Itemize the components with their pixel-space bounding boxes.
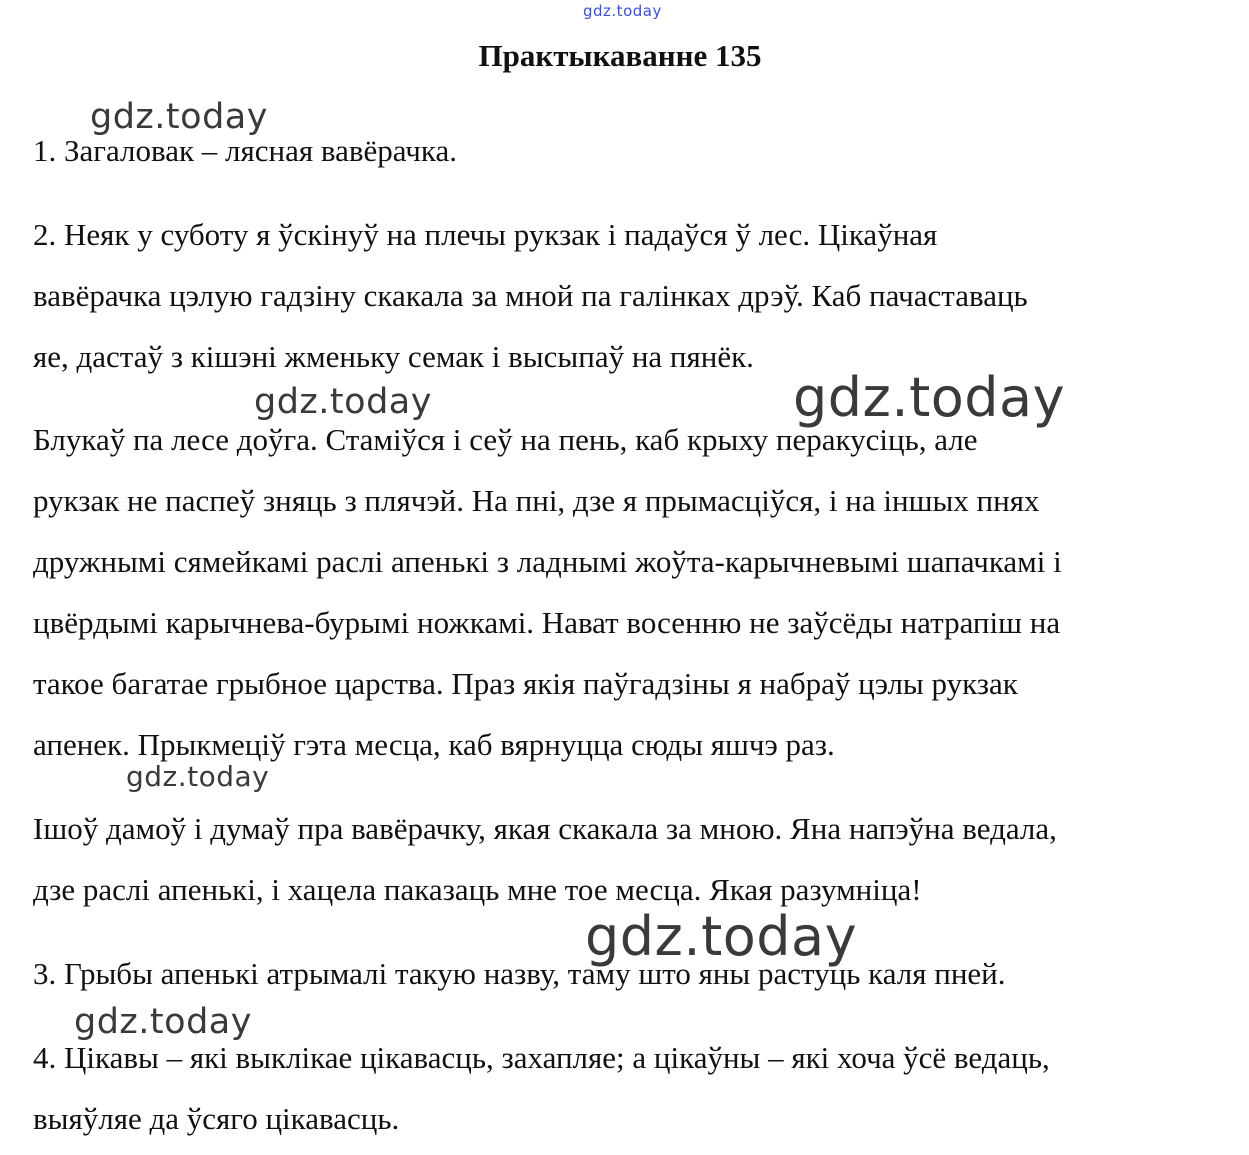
watermark: gdz.today — [74, 1002, 252, 1042]
answer-2-line: такое багатае грыбное царства. Праз якія паўгадзіны я набраў цэлы рукзак — [33, 666, 1018, 701]
answer-2-line: дзе раслі апенькі, і хацела паказаць мне тое месца. Якая разумніца! — [33, 872, 922, 907]
watermark: gdz.today — [793, 366, 1066, 429]
answer-3-line: 3. Грыбы апенькі атрымалі такую назву, таму што яны растуць каля пней. — [33, 956, 1006, 991]
watermark: gdz.today — [90, 97, 268, 137]
answer-2-line: Ішоў дамоў і думаў пра вавёрачку, якая скакала за мною. Яна напэўна ведала, — [33, 811, 1057, 846]
answer-2-line: апенек. Прыкмеціў гэта месца, каб вярнуцца сюды яшчэ раз. — [33, 727, 835, 762]
answer-2-line: дружнымі сямейкамі раслі апенькі з ладнымі жоўта-карычневымі шапачкамі і — [33, 544, 1062, 579]
answer-2-line: рукзак не паспеў зняць з плячэй. На пні, дзе я прымасціўся, і на іншых пнях — [33, 483, 1040, 518]
watermark-top: gdz.today — [583, 2, 662, 20]
answer-2-line: 2. Неяк у суботу я ўскінуў на плечы рукзак і падаўся ў лес. Цікаўная — [33, 217, 938, 252]
answer-2-line: яе, дастаў з кішэні жменьку семак і высыпаў на пянёк. — [33, 339, 754, 374]
answer-4-line: выяўляе да ўсяго цікавасць. — [33, 1101, 400, 1136]
answer-1-line: 1. Загаловак – лясная вавёрачка. — [33, 133, 457, 168]
answer-2-line: Блукаў па лесе доўга. Стаміўся і сеў на пень, каб крыху перакусіць, але — [33, 422, 978, 457]
watermark: gdz.today — [254, 382, 432, 422]
watermark: gdz.today — [126, 760, 270, 793]
answer-4-line: 4. Цікавы – які выклікае цікавасць, захапляе; а цікаўны – які хоча ўсё ведаць, — [33, 1040, 1050, 1075]
page-title: Практыкаванне 135 — [478, 38, 762, 73]
watermark: gdz.today — [585, 905, 858, 968]
answer-2-line: цвёрдымі карычнева-бурымі ножкамі. Нават восенню не заўсёды натрапіш на — [33, 605, 1061, 640]
answer-2-line: вавёрачка цэлую гадзіну скакала за мной па галінках дрэў. Каб пачаставаць — [33, 278, 1028, 313]
